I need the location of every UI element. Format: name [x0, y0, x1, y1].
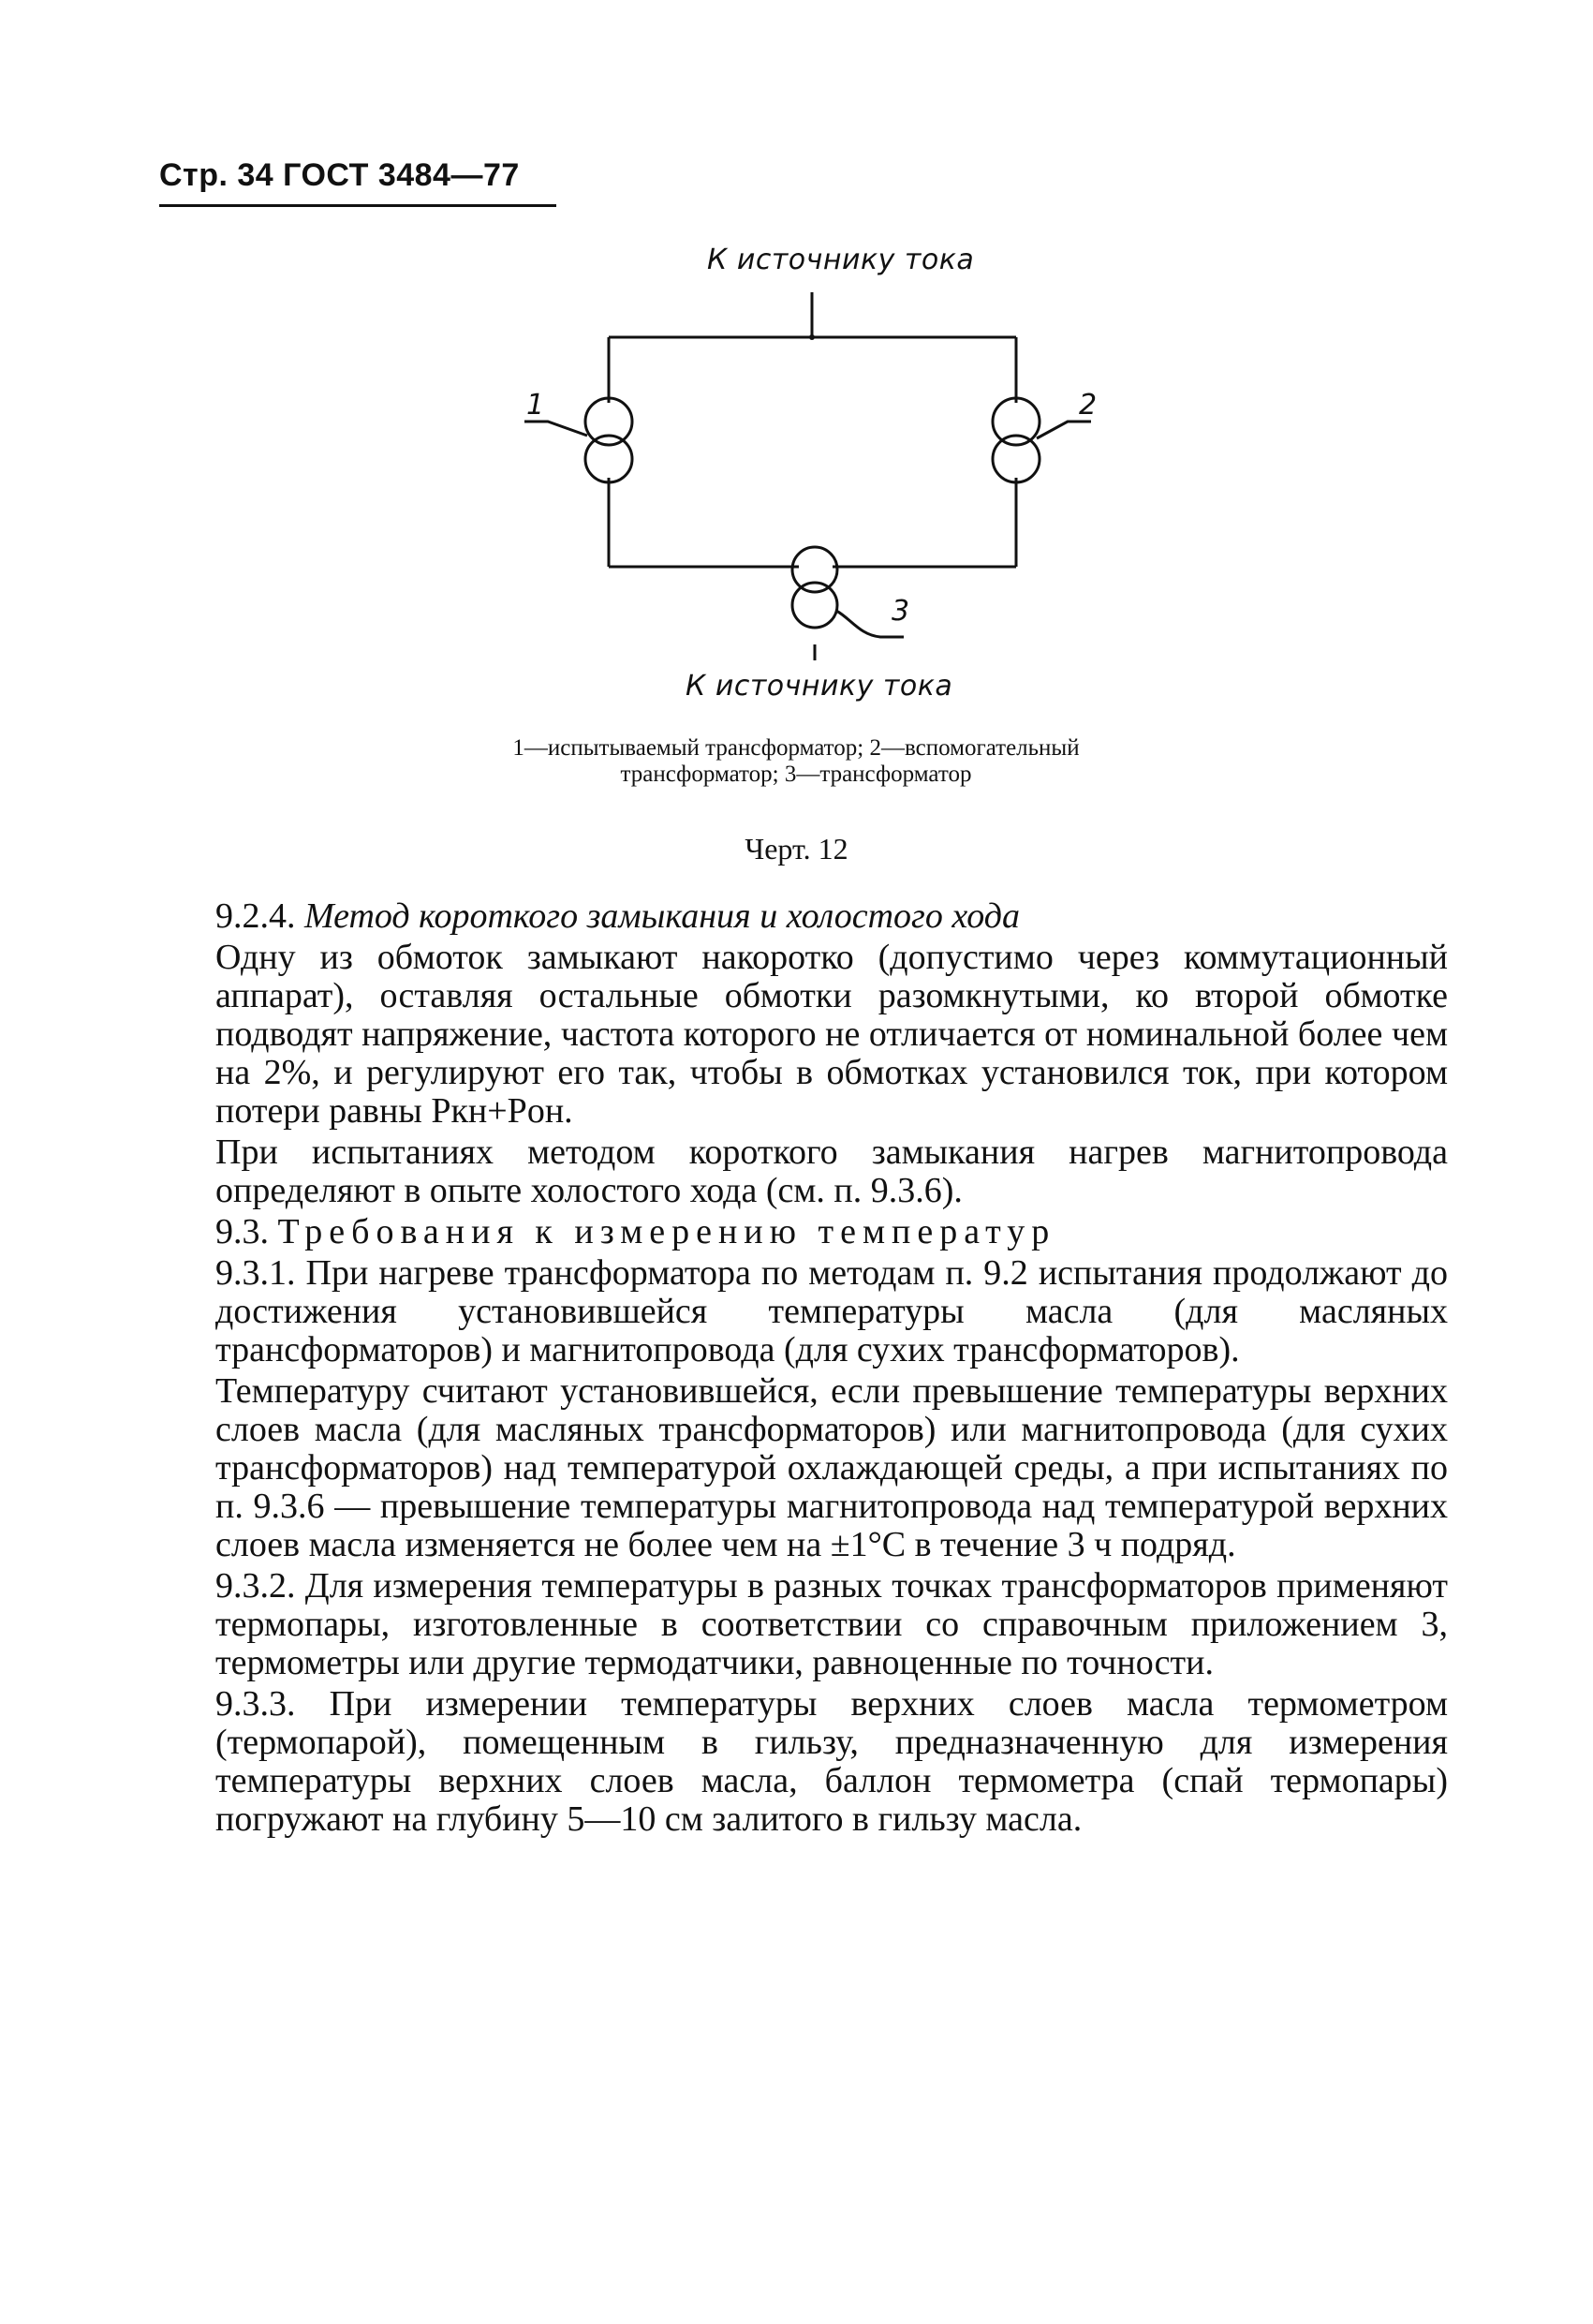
body-text [215, 897, 1448, 1842]
transformer-3-upper-coil [792, 547, 837, 592]
section-9-2-4-heading [215, 897, 1448, 936]
paragraph: 9.3.3. При измерении температуры верхних слоев масла термометром (термопарой), помещенным в гильзу, предназначенную для измерения температуры верхних слоев масла, баллон термометра (спай термопары) погружают на глубину 5—10 см залитого в гильзу масла. [215, 1684, 1448, 1839]
marker-3: 3 [892, 595, 910, 628]
figure-number: Черт. 12 [745, 832, 848, 866]
paragraph: При испытаниях методом короткого замыкания нагрев магнитопровода определяют в опыте холостого хода (см. п. 9.3.6). [215, 1132, 1448, 1210]
junction-dot [809, 334, 815, 340]
transformer-1-upper-coil [585, 398, 632, 445]
marker-2: 2 [1079, 389, 1098, 422]
section-number: 9.3. [215, 1212, 269, 1251]
leader-line-2 [1037, 422, 1091, 438]
paragraph: Температуру считают установившейся, если превышение температуры верхних слоев масла (для масляных трансформаторов) или магнитопровода (для сухих трансформаторов) над температурой охлаждающей среды, а при испытаниях по п. 9.3.6 — превышение температуры магнитопровода над температурой верхних слоев масла изменяется не более чем на ±1°С в течение 3 ч подряд. [215, 1371, 1448, 1564]
top-source-label: К источнику тока [707, 244, 975, 276]
section-9-3-heading [215, 1213, 1448, 1251]
transformer-2-lower-coil [993, 436, 1040, 482]
transformer-1-lower-coil [585, 436, 632, 482]
transformer-2-upper-coil [993, 398, 1040, 445]
figure-caption: 1—испытываемый трансформатор; 2—вспомогательный трансформатор; 3—трансформатор [512, 735, 1080, 787]
section-title: Метод короткого замыкания и холостого хода [304, 896, 1021, 936]
bottom-source-label: К источнику тока [686, 670, 953, 703]
leader-line-1 [524, 422, 587, 436]
header-rule [159, 204, 556, 207]
circuit-diagram [506, 244, 1143, 731]
circuit-svg [506, 244, 1143, 731]
page-header: Стр. 34 ГОСТ 3484—77 [159, 157, 520, 193]
paragraph: Одну из обмоток замыкают накоротко (допустимо через коммутационный аппарат), оставляя остальные обмотки разомкнутыми, ко второй обмотке подводят напряжение, частота которого не отличается от номинальной более чем на 2%, и регулируют его так, чтобы в обмотках установился ток, при котором потери равны Pкн+Pон. [215, 938, 1448, 1131]
section-title: Требования к измерению температур [277, 1212, 1056, 1251]
section-number: 9.2.4. [215, 896, 296, 936]
paragraph: 9.3.2. Для измерения температуры в разных точках трансформаторов применяют термопары, изготовленные в соответствии со справочным приложением 3, термометры или другие термодатчики, равноценные по точности. [215, 1566, 1448, 1682]
paragraph: 9.3.1. При нагреве трансформатора по методам п. 9.2 испытания продолжают до достижения установившейся температуры масла (для масляных трансформаторов) и магнитопровода (для сухих трансформаторов). [215, 1253, 1448, 1369]
transformer-3-lower-coil [792, 583, 837, 628]
marker-1: 1 [526, 389, 545, 422]
